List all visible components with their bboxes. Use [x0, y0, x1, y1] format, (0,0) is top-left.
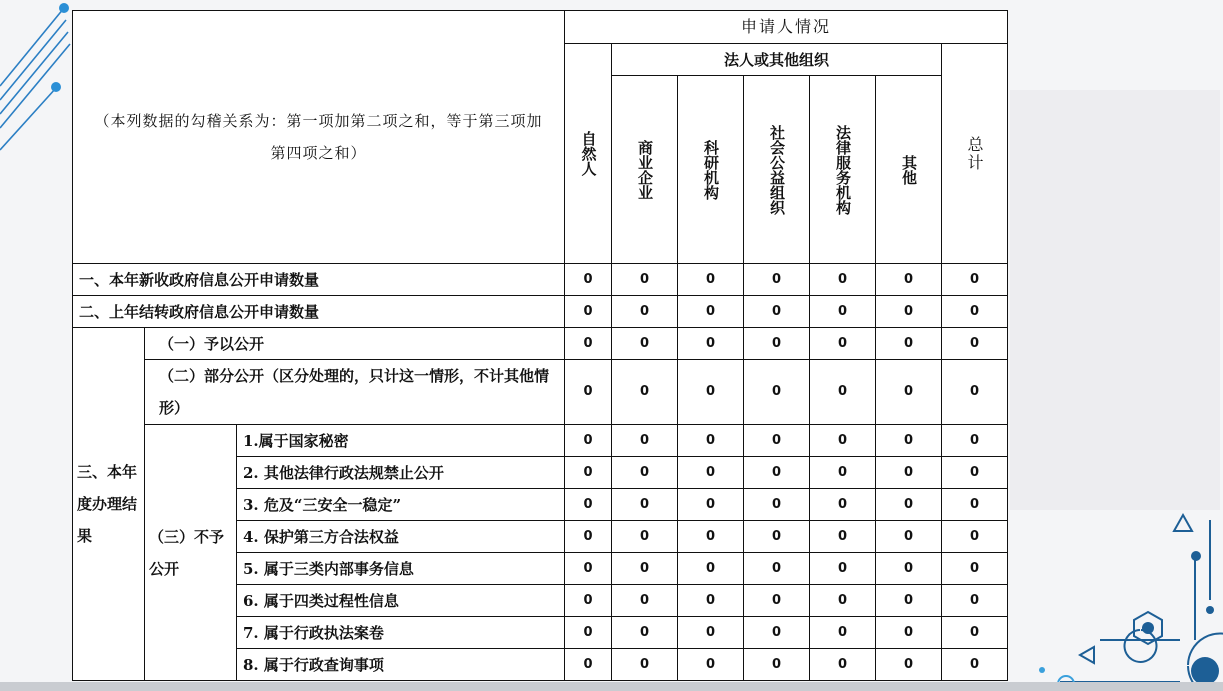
cell-value: 0: [565, 264, 612, 296]
cell-value: 0: [612, 296, 678, 328]
cell-value: 0: [876, 360, 942, 425]
cell-value: 0: [810, 489, 876, 521]
row-label: （一）予以公开: [145, 328, 565, 360]
bottom-bar: [0, 682, 1223, 691]
applicant-header: 申请人情况: [565, 11, 1008, 44]
cell-value: 0: [942, 425, 1008, 457]
table-row: [73, 296, 1008, 328]
cell-value: 0: [876, 296, 942, 328]
cell-value: 0: [565, 360, 612, 425]
cell-value: 0: [942, 264, 1008, 296]
cell-value: 0: [810, 617, 876, 649]
cell-value: 0: [876, 649, 942, 681]
cell-value: 0: [876, 264, 942, 296]
cell-value: 0: [612, 521, 678, 553]
table-row: [73, 425, 1008, 457]
cell-value: 0: [678, 296, 744, 328]
row-label: 8. 属于行政查询事项: [237, 649, 565, 681]
cell-value: 0: [810, 296, 876, 328]
row-label: 5. 属于三类内部事务信息: [237, 553, 565, 585]
cell-value: 0: [744, 553, 810, 585]
section3-label: [73, 328, 145, 681]
cell-value: 0: [810, 360, 876, 425]
header-note: （本列数据的勾稽关系为：第一项加第二项之和，等于第三项加第四项之和）: [94, 112, 543, 162]
cell-value: 0: [678, 328, 744, 360]
cell-value: 0: [744, 489, 810, 521]
cell-value: 0: [565, 649, 612, 681]
total-header: 总计: [942, 44, 1008, 264]
cell-value: 0: [942, 649, 1008, 681]
cell-value: 0: [612, 585, 678, 617]
cell-value: 0: [810, 425, 876, 457]
cell-value: 0: [612, 457, 678, 489]
cell-value: 0: [876, 521, 942, 553]
cell-value: 0: [942, 521, 1008, 553]
table-row: [73, 264, 1008, 296]
row-label: 7. 属于行政执法案卷: [237, 617, 565, 649]
cell-value: 0: [942, 328, 1008, 360]
cell-value: 0: [810, 585, 876, 617]
cell-value: 0: [565, 585, 612, 617]
cell-value: 0: [942, 553, 1008, 585]
cell-value: 0: [810, 553, 876, 585]
cell-value: 0: [678, 360, 744, 425]
cell-value: 0: [565, 457, 612, 489]
cell-value: 0: [810, 457, 876, 489]
cell-value: 0: [678, 264, 744, 296]
cell-value: 0: [565, 617, 612, 649]
row-label: 1.属于国家秘密: [237, 425, 565, 457]
row-label: （二）部分公开（区分处理的，只计这一情形，不计其他情形）: [145, 360, 565, 425]
cell-value: 0: [942, 617, 1008, 649]
cell-value: 0: [942, 360, 1008, 425]
cell-value: 0: [744, 425, 810, 457]
cell-value: 0: [678, 521, 744, 553]
cell-value: 0: [678, 489, 744, 521]
cell-value: 0: [876, 425, 942, 457]
cell-value: 0: [744, 296, 810, 328]
dot-icon: [59, 3, 69, 13]
natural-person-header: 自然人: [565, 44, 612, 264]
cell-value: 0: [565, 521, 612, 553]
cell-value: 0: [612, 360, 678, 425]
cell-value: 0: [876, 617, 942, 649]
cell-value: 0: [942, 457, 1008, 489]
commercial-header: 商业企业: [612, 76, 678, 264]
cell-value: 0: [744, 521, 810, 553]
disclosure-table: [72, 10, 1008, 681]
cell-value: 0: [565, 328, 612, 360]
cell-value: 0: [810, 328, 876, 360]
legal-service-header: 法律服务机构: [810, 76, 876, 264]
cell-value: 0: [612, 617, 678, 649]
row-label: 一、本年新收政府信息公开申请数量: [73, 264, 565, 296]
social-header: 社会公益组织: [744, 76, 810, 264]
row-label: 4. 保护第三方合法权益: [237, 521, 565, 553]
cell-value: 0: [810, 521, 876, 553]
cell-value: 0: [678, 425, 744, 457]
cell-value: 0: [744, 264, 810, 296]
cell-value: 0: [942, 296, 1008, 328]
dot-icon: [51, 82, 61, 92]
other-header: 其他: [876, 76, 942, 264]
cell-value: 0: [744, 585, 810, 617]
cell-value: 0: [612, 553, 678, 585]
cell-value: 0: [678, 617, 744, 649]
cell-value: 0: [678, 585, 744, 617]
research-header: 科研机构: [678, 76, 744, 264]
cell-value: 0: [876, 553, 942, 585]
legal-org-header: 法人或其他组织: [612, 44, 942, 76]
cell-value: 0: [744, 457, 810, 489]
cell-value: 0: [612, 425, 678, 457]
not-public-label: [145, 425, 237, 681]
cell-value: 0: [876, 328, 942, 360]
row-label: 2. 其他法律行政法规禁止公开: [237, 457, 565, 489]
cell-value: 0: [942, 585, 1008, 617]
not-public-text: （三）不予公开: [149, 527, 225, 578]
top-left-lines-decoration: [0, 8, 70, 150]
cell-value: 0: [942, 489, 1008, 521]
cell-value: 0: [876, 457, 942, 489]
cell-value: 0: [565, 553, 612, 585]
row-label: 二、上年结转政府信息公开申请数量: [73, 296, 565, 328]
cell-value: 0: [565, 296, 612, 328]
cell-value: 0: [744, 617, 810, 649]
cell-value: 0: [678, 649, 744, 681]
table-row: [73, 360, 1008, 425]
cell-value: 0: [810, 649, 876, 681]
cell-value: 0: [876, 585, 942, 617]
header-note-cell: [73, 11, 565, 264]
cell-value: 0: [612, 328, 678, 360]
cell-value: 0: [678, 553, 744, 585]
cell-value: 0: [612, 649, 678, 681]
cell-value: 0: [810, 264, 876, 296]
cell-value: 0: [612, 264, 678, 296]
cell-value: 0: [565, 489, 612, 521]
cell-value: 0: [876, 489, 942, 521]
cell-value: 0: [744, 649, 810, 681]
row-label: 6. 属于四类过程性信息: [237, 585, 565, 617]
cell-value: 0: [612, 489, 678, 521]
cell-value: 0: [678, 457, 744, 489]
cell-value: 0: [744, 360, 810, 425]
cell-value: 0: [565, 425, 612, 457]
table-row: [73, 328, 1008, 360]
cell-value: 0: [744, 328, 810, 360]
section3-text: 三、本年度办理结果: [77, 463, 138, 545]
row-label: 3. 危及“三安全一稳定”: [237, 489, 565, 521]
